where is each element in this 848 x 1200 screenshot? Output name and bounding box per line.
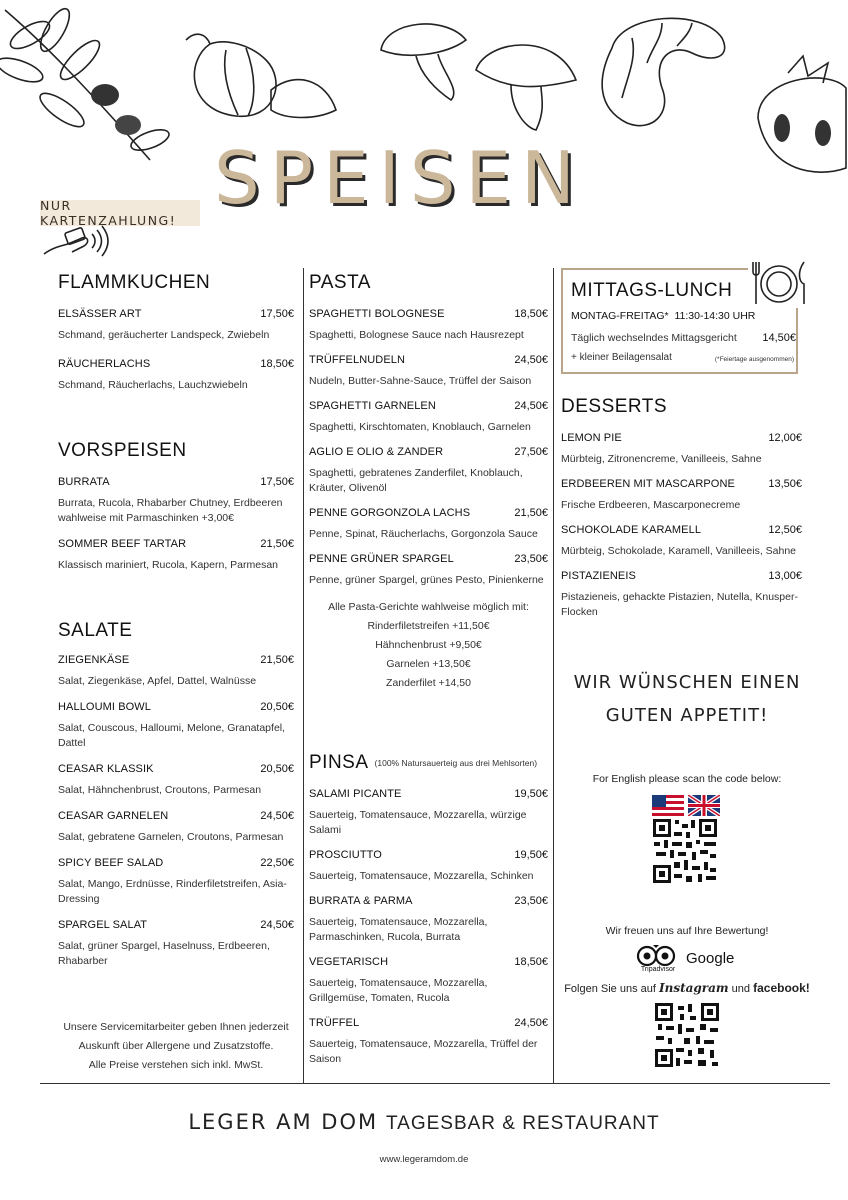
pasta-extra-option: Rinderfiletstreifen +11,50€ <box>367 620 490 632</box>
item-name: TRÜFFELNUDELN <box>309 354 406 366</box>
item-price: 24,50€ <box>260 810 294 822</box>
item-price: 18,50€ <box>514 956 548 968</box>
lunch-price: 14,50€ <box>762 332 796 344</box>
lunch-holiday-note: (*Feiertage ausgenommen) <box>714 356 794 363</box>
mushroom-illustration <box>376 10 586 140</box>
follow-and: und <box>731 983 751 995</box>
item-name: AGLIO E OLIO & ZANDER <box>309 446 444 458</box>
garlic-illustration <box>176 20 346 130</box>
item-price: 23,50€ <box>514 553 548 565</box>
item-price: 12,00€ <box>768 432 802 444</box>
menu-item <box>58 857 294 907</box>
menu-item <box>309 400 548 435</box>
pasta-extra-option: Hähnchenbrust +9,50€ <box>375 639 482 651</box>
item-name: PISTAZIENEIS <box>561 570 636 582</box>
us-flag-icon <box>652 795 684 816</box>
menu-item <box>58 654 294 689</box>
service-note-line: Auskunft über Allergene und Zusatzstoffe. <box>78 1040 274 1052</box>
menu-item <box>561 570 802 620</box>
review-note: Wir freuen uns auf Ihre Bewertung! <box>605 925 769 937</box>
item-description: Salat, Ziegenkäse, Apfel, Dattel, Walnüsse <box>58 675 257 687</box>
item-description: Spaghetti, gebratenes Zanderfilet, Knoblauch, Kräuter, Olivenöl <box>309 467 523 494</box>
olive-branch-illustration <box>0 0 170 170</box>
item-description: Penne, grüner Spargel, grünes Pesto, Pinienkerne <box>309 574 544 586</box>
item-description: Spaghetti, Bolognese Sauce nach Hausrezept <box>309 329 524 341</box>
item-name: CEASAR GARNELEN <box>58 810 169 822</box>
appetit-line: GUTEN APPETIT! <box>605 705 769 726</box>
google-logo[interactable] <box>686 950 734 967</box>
item-name: BURRATA <box>58 476 110 488</box>
item-price: 17,50€ <box>260 476 294 488</box>
item-name: ERDBEEREN MIT MASCARPONE <box>561 478 735 490</box>
item-name: BURRATA & PARMA <box>309 895 413 907</box>
item-name: SPARGEL SALAT <box>58 919 148 931</box>
menu-item <box>58 763 294 798</box>
item-name: PENNE GORGONZOLA LACHS <box>309 507 471 519</box>
brand-subtitle: TAGESBAR & RESTAURANT <box>385 1113 660 1134</box>
item-description: Schmand, geräucherter Landspeck, Zwiebeln <box>58 329 270 341</box>
item-name: PROSCIUTTO <box>309 849 382 861</box>
footer-brand <box>0 1110 848 1135</box>
item-price: 23,50€ <box>514 895 548 907</box>
item-name: RÄUCHERLACHS <box>58 358 151 370</box>
item-description: Salat, grüner Spargel, Haselnuss, Erdbeeren, Rhabarber <box>58 940 270 967</box>
lunch-title: MITTAGS-LUNCH <box>571 280 733 301</box>
service-note <box>58 1018 294 1075</box>
item-name: SPAGHETTI BOLOGNESE <box>309 308 445 320</box>
menu-item <box>58 358 294 393</box>
menu-item <box>58 810 294 845</box>
column-divider-left <box>303 268 304 1083</box>
qr-code-english[interactable] <box>652 818 718 884</box>
lunch-time: 11:30-14:30 UHR <box>674 310 756 322</box>
item-description: Frische Erdbeeren, Mascarponecreme <box>561 499 741 511</box>
item-description: Sauerteig, Tomatensauce, Mozzarella, Trüffel der Saison <box>309 1038 538 1065</box>
item-name: PENNE GRÜNER SPARGEL <box>309 553 454 565</box>
google-label: Google <box>686 950 735 967</box>
instagram-label[interactable]: Instagram <box>659 981 729 995</box>
section-title <box>309 752 548 774</box>
vorspeisen-section <box>58 440 294 573</box>
menu-item <box>561 478 802 513</box>
menu-item <box>309 956 548 1006</box>
item-description: Salat, Mango, Erdnüsse, Rinderfiletstreifen, Asia-Dressing <box>58 878 287 905</box>
item-price: 19,50€ <box>514 788 548 800</box>
item-name: CEASAR KLASSIK <box>58 763 154 775</box>
menu-item <box>58 538 294 573</box>
section-title: VORSPEISEN <box>58 440 187 461</box>
item-price: 21,50€ <box>514 507 548 519</box>
desserts-section <box>561 396 802 620</box>
pasta-extras <box>309 598 548 693</box>
item-description: Sauerteig, Tomatensauce, Mozzarella, Schinken <box>309 870 534 882</box>
item-description: Klassisch mariniert, Rucola, Kapern, Parmesan <box>58 559 279 571</box>
follow-note <box>560 981 814 995</box>
menu-item <box>58 701 294 751</box>
item-price: 17,50€ <box>260 308 294 320</box>
item-name: HALLOUMI BOWL <box>58 701 151 713</box>
pinsa-title: PINSA <box>309 752 369 773</box>
menu-item <box>309 308 548 343</box>
item-name: TRÜFFEL <box>309 1017 360 1029</box>
section-title: FLAMMKUCHEN <box>58 272 211 293</box>
facebook-label[interactable]: facebook! <box>753 981 810 995</box>
item-description: Schmand, Räucherlachs, Lauchzwiebeln <box>58 379 248 391</box>
item-description: Penne, Spinat, Räucherlachs, Gorgonzola Sauce <box>309 528 538 540</box>
menu-item <box>58 476 294 526</box>
item-price: 21,50€ <box>260 538 294 550</box>
item-price: 24,50€ <box>514 1017 548 1029</box>
menu-item <box>309 553 548 588</box>
item-name: LEMON PIE <box>561 432 622 444</box>
item-name: SCHOKOLADE KARAMELL <box>561 524 702 536</box>
pasta-extra-option: Zanderfilet +14,50 <box>386 677 471 689</box>
item-description: Sauerteig, Tomatensauce, Mozzarella, Parmaschinken, Rucola, Burrata <box>309 916 488 943</box>
tripadvisor-label: Tripadvisor <box>640 966 676 973</box>
item-price: 13,00€ <box>768 570 802 582</box>
menu-item <box>309 895 548 945</box>
lunch-days: MONTAG-FREITAG* <box>571 310 669 322</box>
item-description: Sauerteig, Tomatensauce, Mozzarella, Grillgemüse, Tomaten, Rucola <box>309 977 488 1004</box>
lunch-daily: Täglich wechselndes Mittagsgericht <box>571 332 737 344</box>
menu-item <box>309 354 548 389</box>
flammkuchen-section <box>58 272 294 393</box>
tripadvisor-logo[interactable] <box>636 944 680 973</box>
item-price: 18,50€ <box>260 358 294 370</box>
item-price: 24,50€ <box>260 919 294 931</box>
item-price: 12,50€ <box>768 524 802 536</box>
item-name: SPICY BEEF SALAD <box>58 857 164 869</box>
menu-item <box>561 524 802 559</box>
qr-code-social[interactable] <box>654 1002 720 1068</box>
item-description: Burrata, Rucola, Rhabarber Chutney, Erdbeeren wahlweise mit Parmaschinken +3,00€ <box>58 497 283 524</box>
salate-section <box>58 620 294 969</box>
croissant-illustration <box>592 8 742 138</box>
appetit-message <box>560 666 814 732</box>
brand-name: LEGER AM DOM <box>188 1110 379 1134</box>
menu-item <box>309 446 548 496</box>
service-note-line: Unsere Servicemitarbeiter geben Ihnen jederzeit <box>63 1021 289 1033</box>
pinsa-note: (100% Natursauerteig aus drei Mehlsorten) <box>374 758 538 768</box>
item-name: VEGETARISCH <box>309 956 389 968</box>
menu-item <box>561 432 802 467</box>
plate-cutlery-icon <box>748 258 814 308</box>
follow-prefix: Folgen Sie uns auf <box>564 983 656 995</box>
item-description: Nudeln, Butter-Sahne-Sauce, Trüffel der Saison <box>309 375 532 387</box>
menu-item <box>309 788 548 838</box>
item-description: Pistazieneis, gehackte Pistazien, Nutella, Knusper-Flocken <box>561 591 798 618</box>
pasta-section <box>309 272 548 693</box>
item-price: 27,50€ <box>514 446 548 458</box>
item-price: 18,50€ <box>514 308 548 320</box>
menu-item <box>309 1017 548 1067</box>
tomato-illustration <box>748 48 848 178</box>
item-description: Salat, gebratene Garnelen, Croutons, Parmesan <box>58 831 284 843</box>
item-description: Mürbteig, Zitronencreme, Vanilleeis, Sahne <box>561 453 762 465</box>
item-price: 22,50€ <box>260 857 294 869</box>
item-description: Mürbteig, Schokolade, Karamell, Vanilleeis, Sahne <box>561 545 797 557</box>
item-description: Salat, Couscous, Halloumi, Melone, Granatapfel, Dattel <box>58 722 286 749</box>
section-title: SALATE <box>58 620 133 641</box>
card-payment-badge: NUR KARTENZAHLUNG! <box>40 200 200 226</box>
uk-flag-icon <box>688 795 720 816</box>
pinsa-section <box>309 752 548 1067</box>
column-divider-right <box>553 268 554 1083</box>
pasta-extras-title: Alle Pasta-Gerichte wahlweise möglich mit: <box>328 601 529 613</box>
page-title: SPEISEN <box>214 136 585 220</box>
lunch-side: + kleiner Beilagensalat <box>571 352 672 363</box>
contactless-payment-icon <box>42 224 112 265</box>
bottom-divider <box>40 1083 830 1084</box>
item-price: 21,50€ <box>260 654 294 666</box>
item-name: SALAMI PICANTE <box>309 788 402 800</box>
item-price: 20,50€ <box>260 763 294 775</box>
item-price: 13,50€ <box>768 478 802 490</box>
menu-item <box>58 919 294 969</box>
item-price: 24,50€ <box>514 354 548 366</box>
menu-item <box>309 507 548 542</box>
item-price: 24,50€ <box>514 400 548 412</box>
item-description: Spaghetti, Kirschtomaten, Knoblauch, Garnelen <box>309 421 531 433</box>
item-name: SPAGHETTI GARNELEN <box>309 400 436 412</box>
section-title: PASTA <box>309 272 371 293</box>
english-note: For English please scan the code below: <box>592 773 782 785</box>
menu-item <box>58 308 294 343</box>
section-title: DESSERTS <box>561 396 668 417</box>
lunch-hours <box>571 310 755 322</box>
item-description: Salat, Hähnchenbrust, Croutons, Parmesan <box>58 784 262 796</box>
item-name: ELSÄSSER ART <box>58 308 142 320</box>
pasta-extra-option: Garnelen +13,50€ <box>386 658 471 670</box>
service-note-line: Alle Preise verstehen sich inkl. MwSt. <box>88 1059 264 1071</box>
item-price: 20,50€ <box>260 701 294 713</box>
menu-item <box>309 849 548 884</box>
appetit-line: WIR WÜNSCHEN EINEN <box>573 672 801 693</box>
item-description: Sauerteig, Tomatensauce, Mozzarella, würzige Salami <box>309 809 527 836</box>
website-link[interactable]: www.legeramdom.de <box>379 1154 469 1165</box>
item-name: ZIEGENKÄSE <box>58 654 130 666</box>
item-name: SOMMER BEEF TARTAR <box>58 538 187 550</box>
item-price: 19,50€ <box>514 849 548 861</box>
